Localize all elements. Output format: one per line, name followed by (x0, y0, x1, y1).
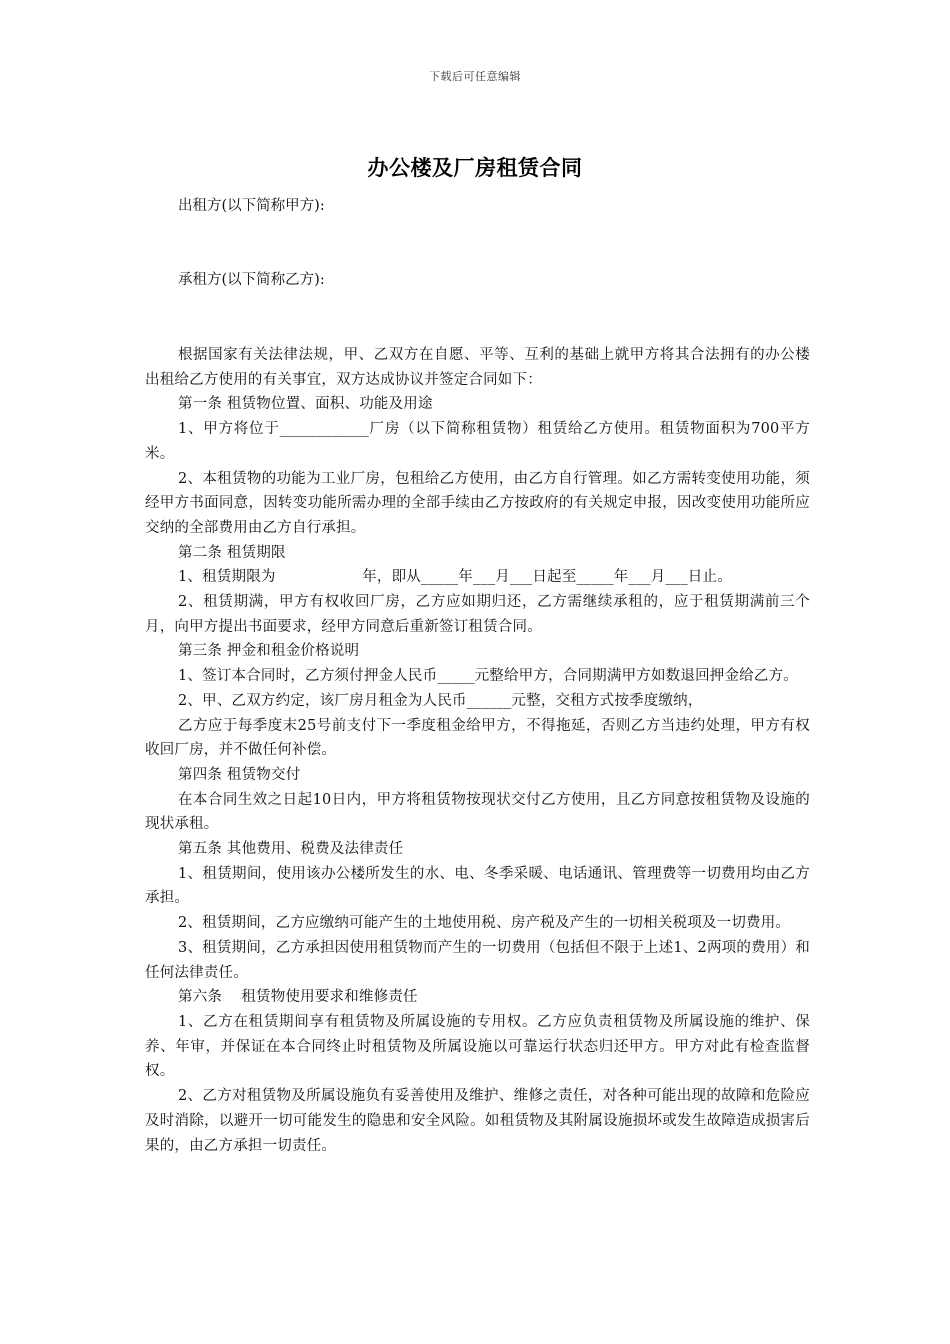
article-3-heading: 第三条 押金和租金价格说明 (178, 643, 360, 660)
article-5-clause-3: 3、租赁期间，乙方承担因使用租赁物而产生的一切费用（包括但不限于上述1、2两项的费用）和任何法律责任。 (145, 939, 810, 981)
header-note: 下载后可任意编辑 (429, 70, 521, 83)
article-5-clause-1: 1、租赁期间，使用该办公楼所发生的水、电、冬季采暖、电话通讯、管理费等一切费用均由乙方承担。 (145, 865, 810, 907)
article-2-clause-2: 2、租赁期满，甲方有权收回厂房，乙方应如期归还，乙方需继续承租的，应于租赁期满前三个月，向甲方提出书面要求，经甲方同意后重新签订租赁合同。 (145, 594, 810, 635)
article-1-clause-2: 2、本租赁物的功能为工业厂房，包租给乙方使用，由乙方自行管理。如乙方需转变使用功能，须经甲方书面同意，因转变功能所需办理的全部手续由乙方按政府的有关规定申报，因改变使用功能所应交纳的全部费用由乙方自行承担。 (145, 470, 810, 536)
preamble-paragraph: 根据国家有关法律法规，甲、乙双方在自愿、平等、互利的基础上就甲方将其合法拥有的办公楼出租给乙方使用的有关事宜，双方达成协议并签定合同如下： (145, 347, 810, 388)
article-2-clause-1: 1、租赁期限为 年，即从_____年___月___日起至_____年___月___日止。 (178, 569, 732, 586)
article-3-clause-1: 1、签订本合同时，乙方须付押金人民币_____元整给甲方，合同期满甲方如数退回押金给乙方。 (178, 668, 798, 685)
party-a-label: 出租方(以下简称甲方): (178, 198, 325, 214)
article-6-heading: 第六条 租赁物使用要求和维修责任 (178, 989, 418, 1006)
article-1-clause-1: 1、甲方将位于____________厂房（以下简称租赁物）租赁给乙方使用。租赁物面积为700平方米。 (145, 421, 810, 462)
article-5-heading: 第五条 其他费用、税费及法律责任 (178, 841, 404, 858)
article-3-clause-2: 2、甲、乙双方约定，该厂房月租金为人民币______元整，交租方式按季度缴纳， (178, 692, 703, 709)
article-1-heading: 第一条 租赁物位置、面积、功能及用途 (178, 396, 433, 413)
contract-body (145, 343, 810, 1158)
article-5-clause-2: 2、租赁期间，乙方应缴纳可能产生的土地使用税、房产税及产生的一切相关税项及一切费用。 (178, 915, 791, 932)
article-4-clause: 在本合同生效之日起10日内，甲方将租赁物按现状交付乙方使用，且乙方同意按租赁物及设施的现状承租。 (145, 791, 810, 833)
article-2-heading: 第二条 租赁期限 (178, 544, 286, 561)
article-6-clause-2: 2、乙方对租赁物及所属设施负有妥善使用及维护、维修之责任，对各种可能出现的故障和危险应及时消除，以避开一切可能发生的隐患和安全风险。如租赁物及其附属设施损坏或发生故障造成损害后果的，由乙方承担一切责任。 (145, 1088, 810, 1154)
article-6-clause-1: 1、乙方在租赁期间享有租赁物及所属设施的专用权。乙方应负责租赁物及所属设施的维护、保养、年审，并保证在本合同终止时租赁物及所属设施以可靠运行状态归还甲方。甲方对此有检查监督权。 (145, 1013, 810, 1080)
article-4-heading: 第四条 租赁物交付 (178, 766, 301, 783)
article-3-clause-2-continued: 乙方应于每季度末25号前支付下一季度租金给甲方，不得拖延，否则乙方当违约处理，甲方有权收回厂房，并不做任何补偿。 (145, 717, 810, 759)
document-title: 办公楼及厂房租赁合同 (367, 156, 583, 180)
party-b-label: 承租方(以下简称乙方): (178, 272, 325, 288)
